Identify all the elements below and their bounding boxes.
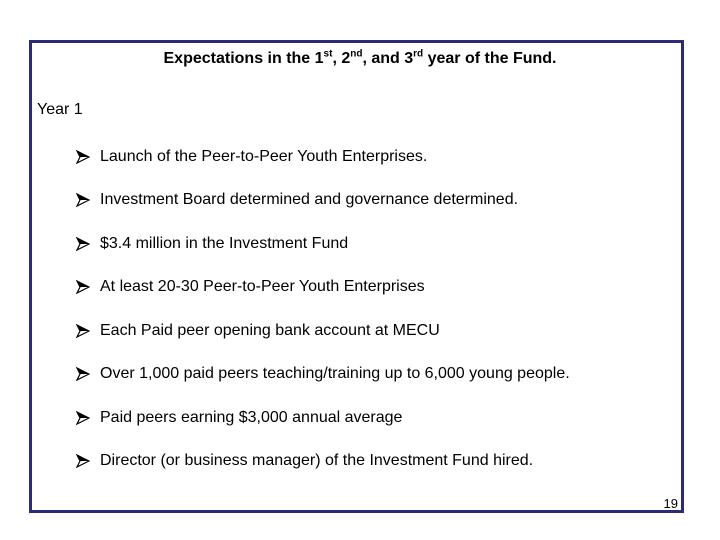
arrowhead-bullet-icon [76, 280, 90, 294]
arrowhead-bullet-icon [76, 454, 90, 468]
list-item-text: Over 1,000 paid peers teaching/training up to 6,000 young people. [100, 365, 570, 383]
list-item [76, 266, 570, 310]
list-item-text: Paid peers earning $3,000 annual average [100, 408, 403, 426]
arrowhead-bullet-icon [76, 150, 90, 164]
list-item [76, 396, 570, 440]
page-number: 19 [663, 496, 678, 511]
slide-title: Expectations in the 1st, 2nd, and 3rd year of the Fund. [163, 48, 557, 67]
arrowhead-bullet-icon [76, 193, 90, 207]
list-item-text: $3.4 million in the Investment Fund [100, 234, 349, 252]
list-item [76, 179, 570, 223]
year-heading: Year 1 [37, 101, 83, 118]
list-item [76, 222, 570, 266]
list-item [76, 309, 570, 353]
list-item [76, 440, 570, 484]
list-item [76, 353, 570, 397]
list-item-text: Investment Board determined and governance determined. [100, 191, 519, 209]
arrowhead-bullet-icon [76, 411, 90, 425]
list-item [76, 135, 570, 179]
list-item-text: Each Paid peer opening bank account at MECU [100, 321, 440, 339]
arrowhead-bullet-icon [76, 237, 90, 251]
list-item-text: At least 20-30 Peer-to-Peer Youth Enterprises [100, 278, 425, 296]
arrowhead-bullet-icon [76, 324, 90, 338]
expectations-list [76, 145, 570, 483]
arrowhead-bullet-icon [76, 367, 90, 381]
list-item-text: Launch of the Peer-to-Peer Youth Enterprises. [100, 147, 428, 165]
list-item-text: Director (or business manager) of the Investment Fund hired. [100, 452, 534, 470]
